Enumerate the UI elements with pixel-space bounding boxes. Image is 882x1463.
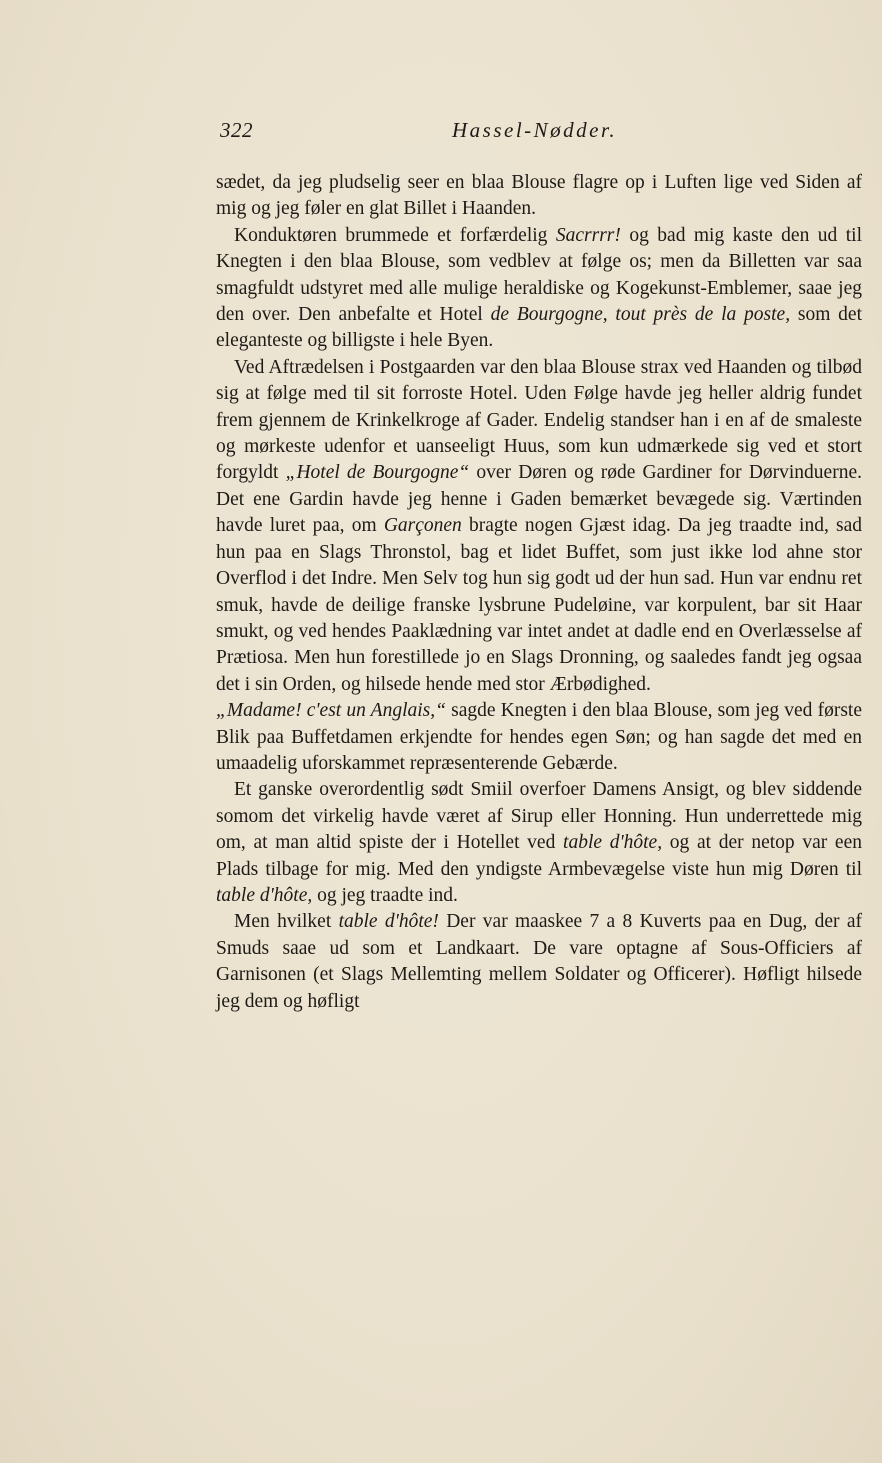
text-segment: Ved Aftrædelsen i Postgaarden var den blaa Blouse strax ved Haanden og tilbød sig at følge med til sit forroste Hotel. Uden Følge havde jeg heller aldrig fundet frem gjennem de Krinkelkroge af Gader. Endelig standser han i en af de smaleste og mørkeste udenfor et uanseeligt Huus, som kun udmærkede sig ved et stort forgyldt [216,356,862,484]
italic-segment: „Hotel de Bourgogne“ [285,462,470,484]
page-number: 322 [220,118,253,142]
text-segment: og at der netop var een Plads tilbage for mig. Med den yndigste Armbevægelse viste hun mig Døren til [216,832,862,880]
page-header [220,118,860,152]
text-segment: Konduktøren brummede et forfærdelig [234,224,556,246]
paragraph-6 [216,909,862,1015]
paragraph-2 [216,223,862,355]
paragraph-1 [216,170,862,223]
text-segment: sagde Knegten i den blaa Blouse, som jeg ved første Blik paa Buffetdamen erkjendte for hendes egen Søn; og han sagde det med en umaadelig uforskammet repræsenterende Gebærde. [216,700,862,774]
italic-segment: „Madame! c'est un Anglais,“ [216,700,446,722]
italic-segment: table d'hôte! [338,911,439,933]
italic-segment: Sacrrrr! [555,224,621,246]
italic-segment: Garçonen [383,515,462,537]
text-segment: og bad mig kaste den ud til Knegten i den blaa Blouse, som vedblev at følge os; men da Billetten var saa smagfuldt udstyret med alle mulige heraldiske og Kogekunst-Emblemer, saae jeg den over. Den anbefalte et Hotel [216,224,862,326]
text-segment: Men hvilket [234,911,339,933]
text-segment: sædet, da jeg pludselig seer en blaa Blouse flagre op i Luften lige ved Siden af mig og jeg føler en glat Billet i Haanden. [216,172,862,220]
text-segment: bragte nogen Gjæst idag. Da jeg traadte ind, sad hun paa en Slags Thronstol, bag et lidet Buffet, som just ikke lod ahne stor Overflod i det Indre. Men Selv tog hun sig godt ud der hun sad. Hun var endnu ret smuk, havde de deilige franske lysbrune Pudeløine, var korpulent, bar sit Haar smukt, og ved hendes Paaklædning var intet andet at dadle end en Overlæsselse af Prætiosa. Men hun forestillede jo en Slags Dronning, og saaledes fandt jeg ogsaa det i sin Orden, og hilsede hende med stor Ærbødighed. [216,515,862,695]
paragraph-3 [216,355,862,698]
text-segment: Der var maaskee 7 a 8 Kuverts paa en Dug, der af Smuds saae ud som et Landkaart. De vare optagne af Sous-Officiers af Garnisonen (et Slags Mellemting mellem Soldater og Officerer). Høfligt hilsede jeg dem og høfligt [216,911,862,1012]
text-segment: og jeg traadte ind. [312,884,458,906]
running-title: Hassel-Nødder. [452,118,618,142]
text-segment: som det eleganteste og billigste i hele Byen. [216,304,862,352]
italic-segment: table d'hôte, [216,884,313,906]
paragraph-4 [216,698,862,777]
paragraph-5 [216,777,862,909]
text-segment: Et ganske overordentlig sødt Smiil overfoer Damens Ansigt, og blev siddende somom det virkelig havde været af Sirup eller Honning. Hun underrettede mig om, at man altid spiste der i Hotellet ved [216,779,862,854]
italic-segment: table d'hôte, [563,832,663,854]
italic-segment: de Bourgogne, tout près de la poste, [490,304,791,326]
text-segment: over Døren og røde Gardiner for Dørvinduerne. Det ene Gardin havde jeg henne i Gaden bemærket bevægede sig. Værtinden havde luret paa, om [216,462,862,537]
body-text [216,170,862,1015]
